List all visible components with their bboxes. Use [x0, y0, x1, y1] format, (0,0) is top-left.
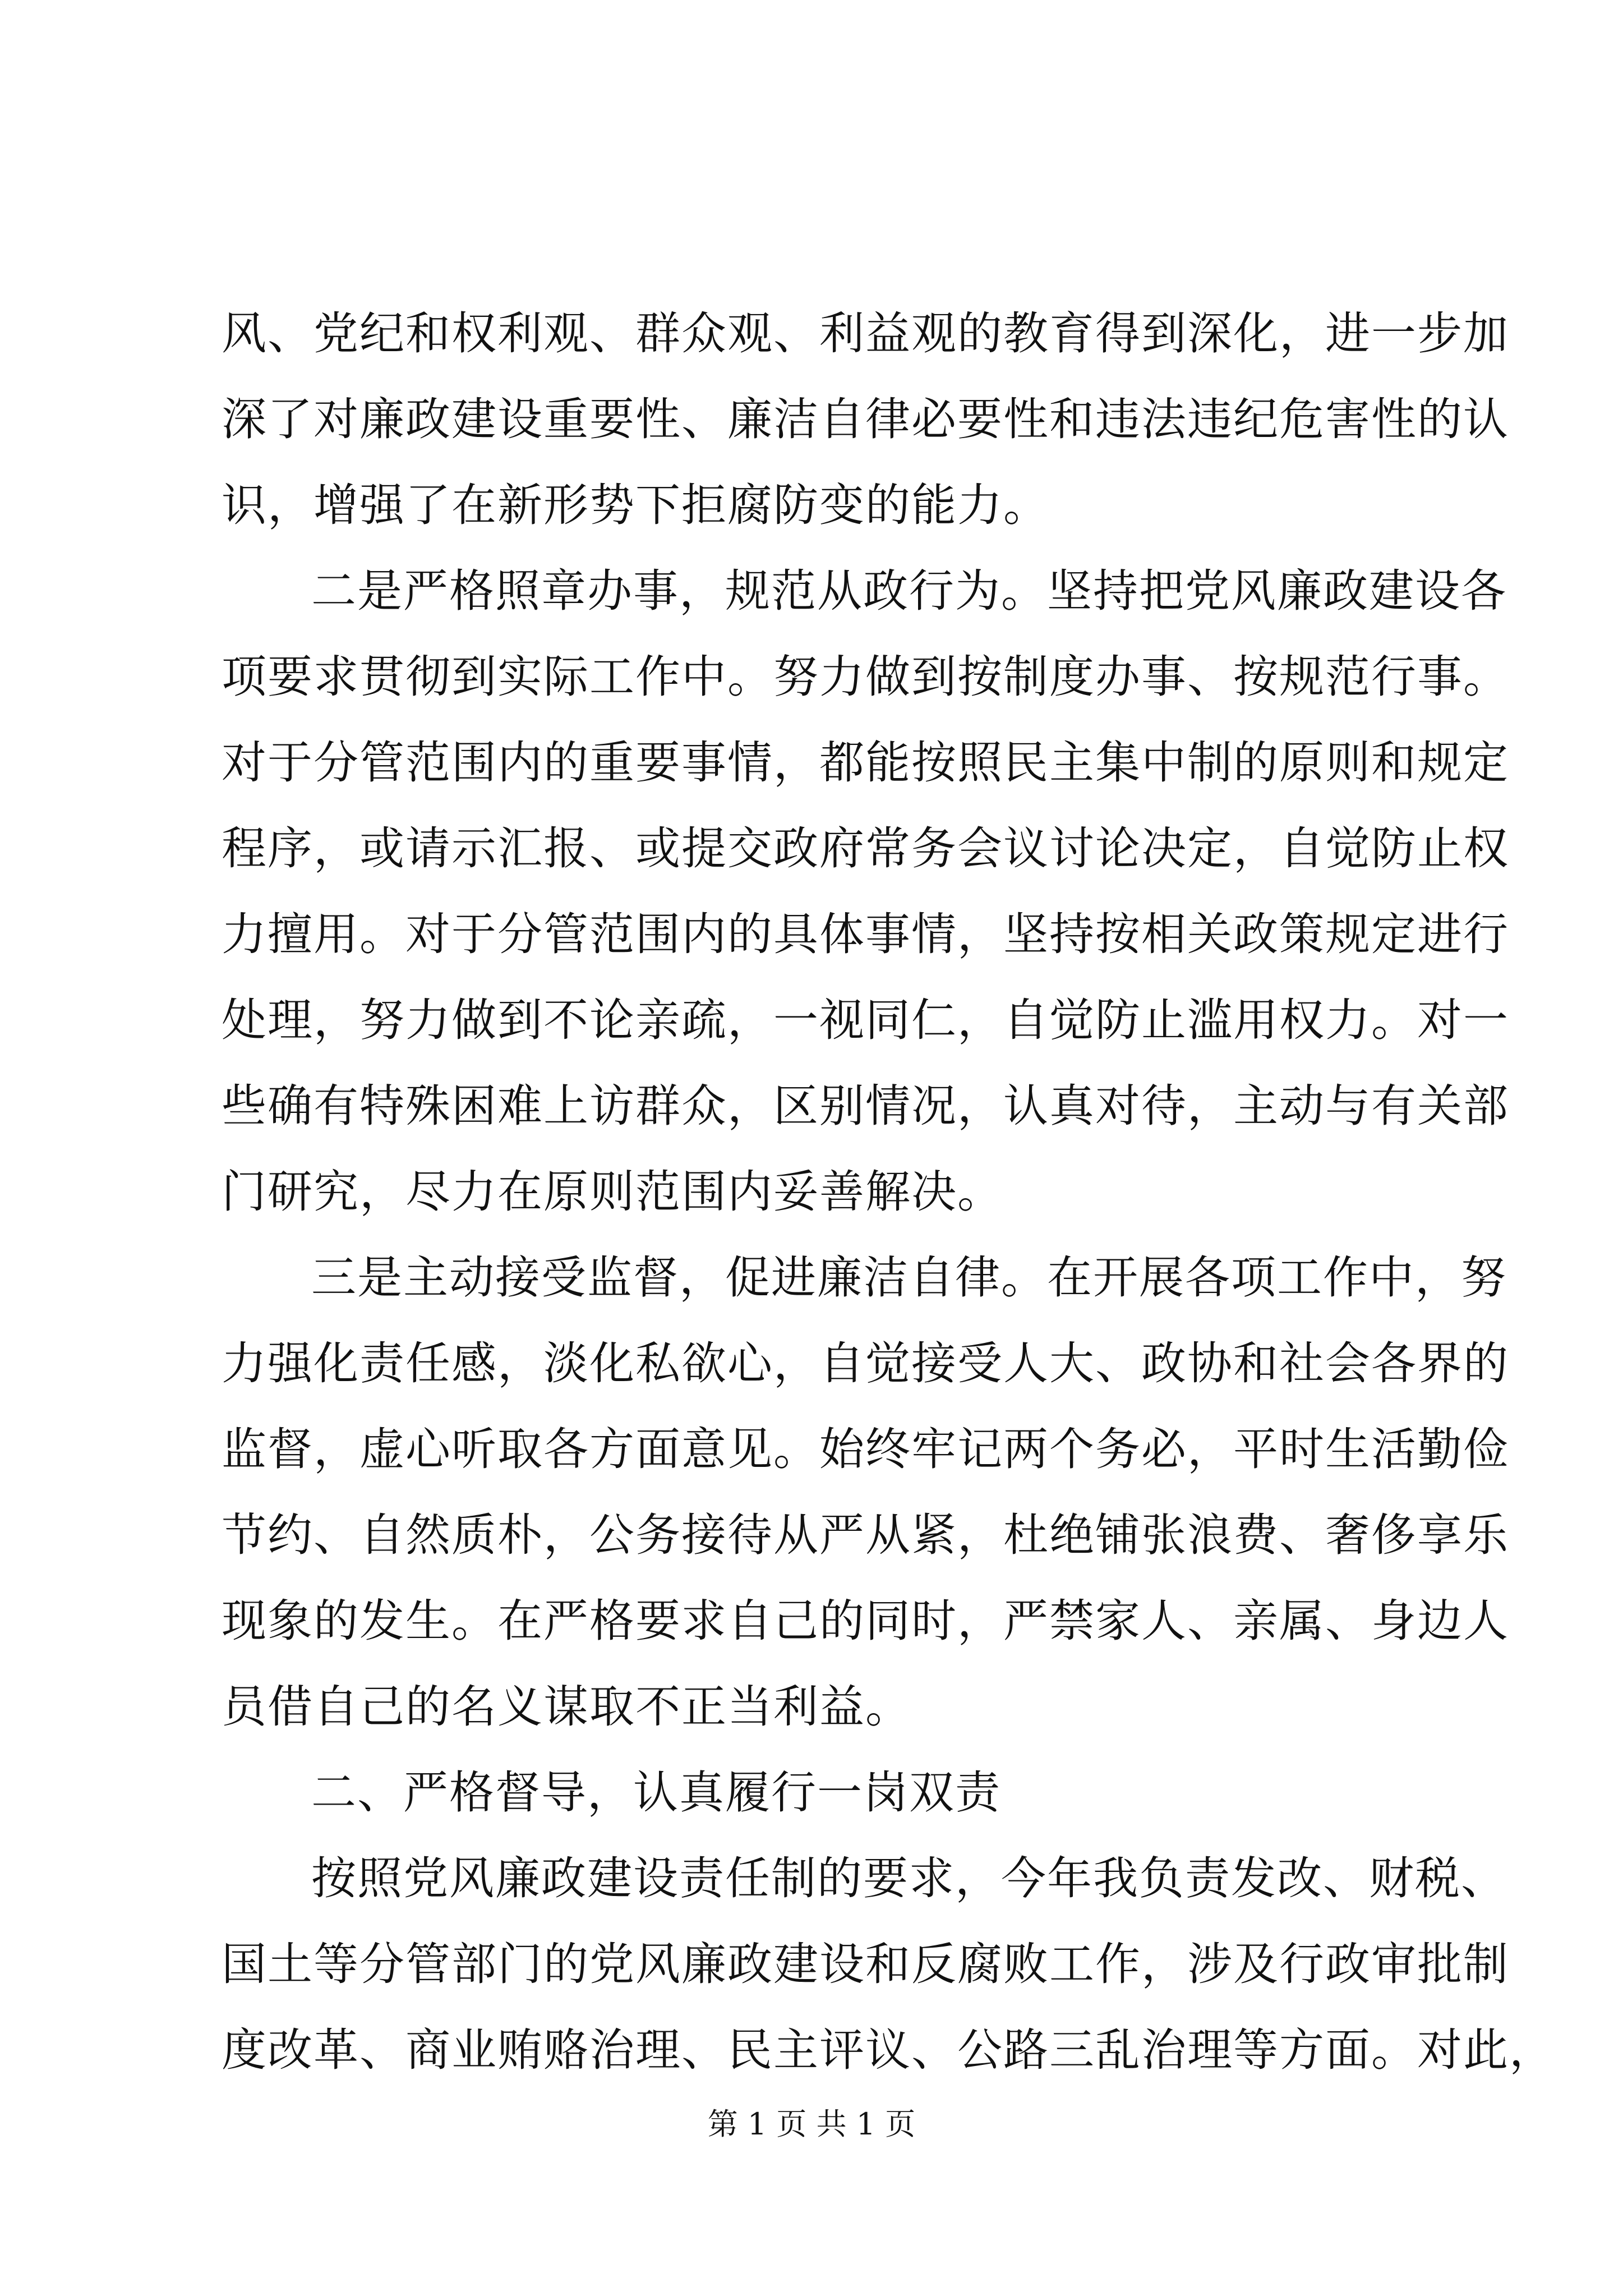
text-line: 度改革、商业贿赂治理、民主评议、公路三乱治理等方面。对此， [222, 2024, 1555, 2076]
text-line: 程序，或请示汇报、或提交政府常务会议讨论决定，自觉防止权 [222, 822, 1509, 875]
text-line: 对于分管范围内的重要事情，都能按照民主集中制的原则和规定 [222, 737, 1509, 789]
text-line: 国土等分管部门的党风廉政建设和反腐败工作，涉及行政审批制 [222, 1938, 1509, 1990]
page-number-footer: 第 1 页 共 1 页 [707, 2106, 916, 2142]
text-line: 风、党纪和权利观、群众观、利益观的教育得到深化，进一步加 [222, 307, 1509, 360]
text-line: 员借自己的名义谋取不正当利益。 [222, 1681, 911, 1733]
paragraph-start-line: 按照党风廉政建设责任制的要求，今年我负责发改、财税、 [311, 1852, 1507, 1904]
paragraph-start-line: 三是主动接受监督，促进廉洁自律。在开展各项工作中，努 [311, 1251, 1507, 1304]
text-line: 些确有特殊困难上访群众，区别情况，认真对待，主动与有关部 [222, 1080, 1509, 1132]
text-line: 节约、自然质朴，公务接待从严从紧，杜绝铺张浪费、奢侈享乐 [222, 1509, 1509, 1561]
text-line: 门研究，尽力在原则范围内妥善解决。 [222, 1166, 1003, 1218]
text-line: 力擅用。对于分管范围内的具体事情，坚持按相关政策规定进行 [222, 908, 1509, 960]
text-line: 处理，努力做到不论亲疏，一视同仁，自觉防止滥用权力。对一 [222, 994, 1509, 1046]
text-line: 深了对廉政建设重要性、廉洁自律必要性和违法违纪危害性的认 [222, 393, 1509, 445]
text-line: 项要求贯彻到实际工作中。努力做到按制度办事、按规范行事。 [222, 651, 1509, 703]
text-line: 力强化责任感，淡化私欲心，自觉接受人大、政协和社会各界的 [222, 1337, 1509, 1389]
text-line: 现象的发生。在严格要求自己的同时，严禁家人、亲属、身边人 [222, 1595, 1509, 1647]
section-heading: 二、严格督导，认真履行一岗双责 [311, 1766, 1001, 1819]
text-line: 监督，虚心听取各方面意见。始终牢记两个务必，平时生活勤俭 [222, 1423, 1509, 1475]
paragraph-start-line: 二是严格照章办事，规范从政行为。坚持把党风廉政建设各 [311, 565, 1507, 617]
text-line: 识，增强了在新形势下拒腐防变的能力。 [222, 479, 1049, 531]
